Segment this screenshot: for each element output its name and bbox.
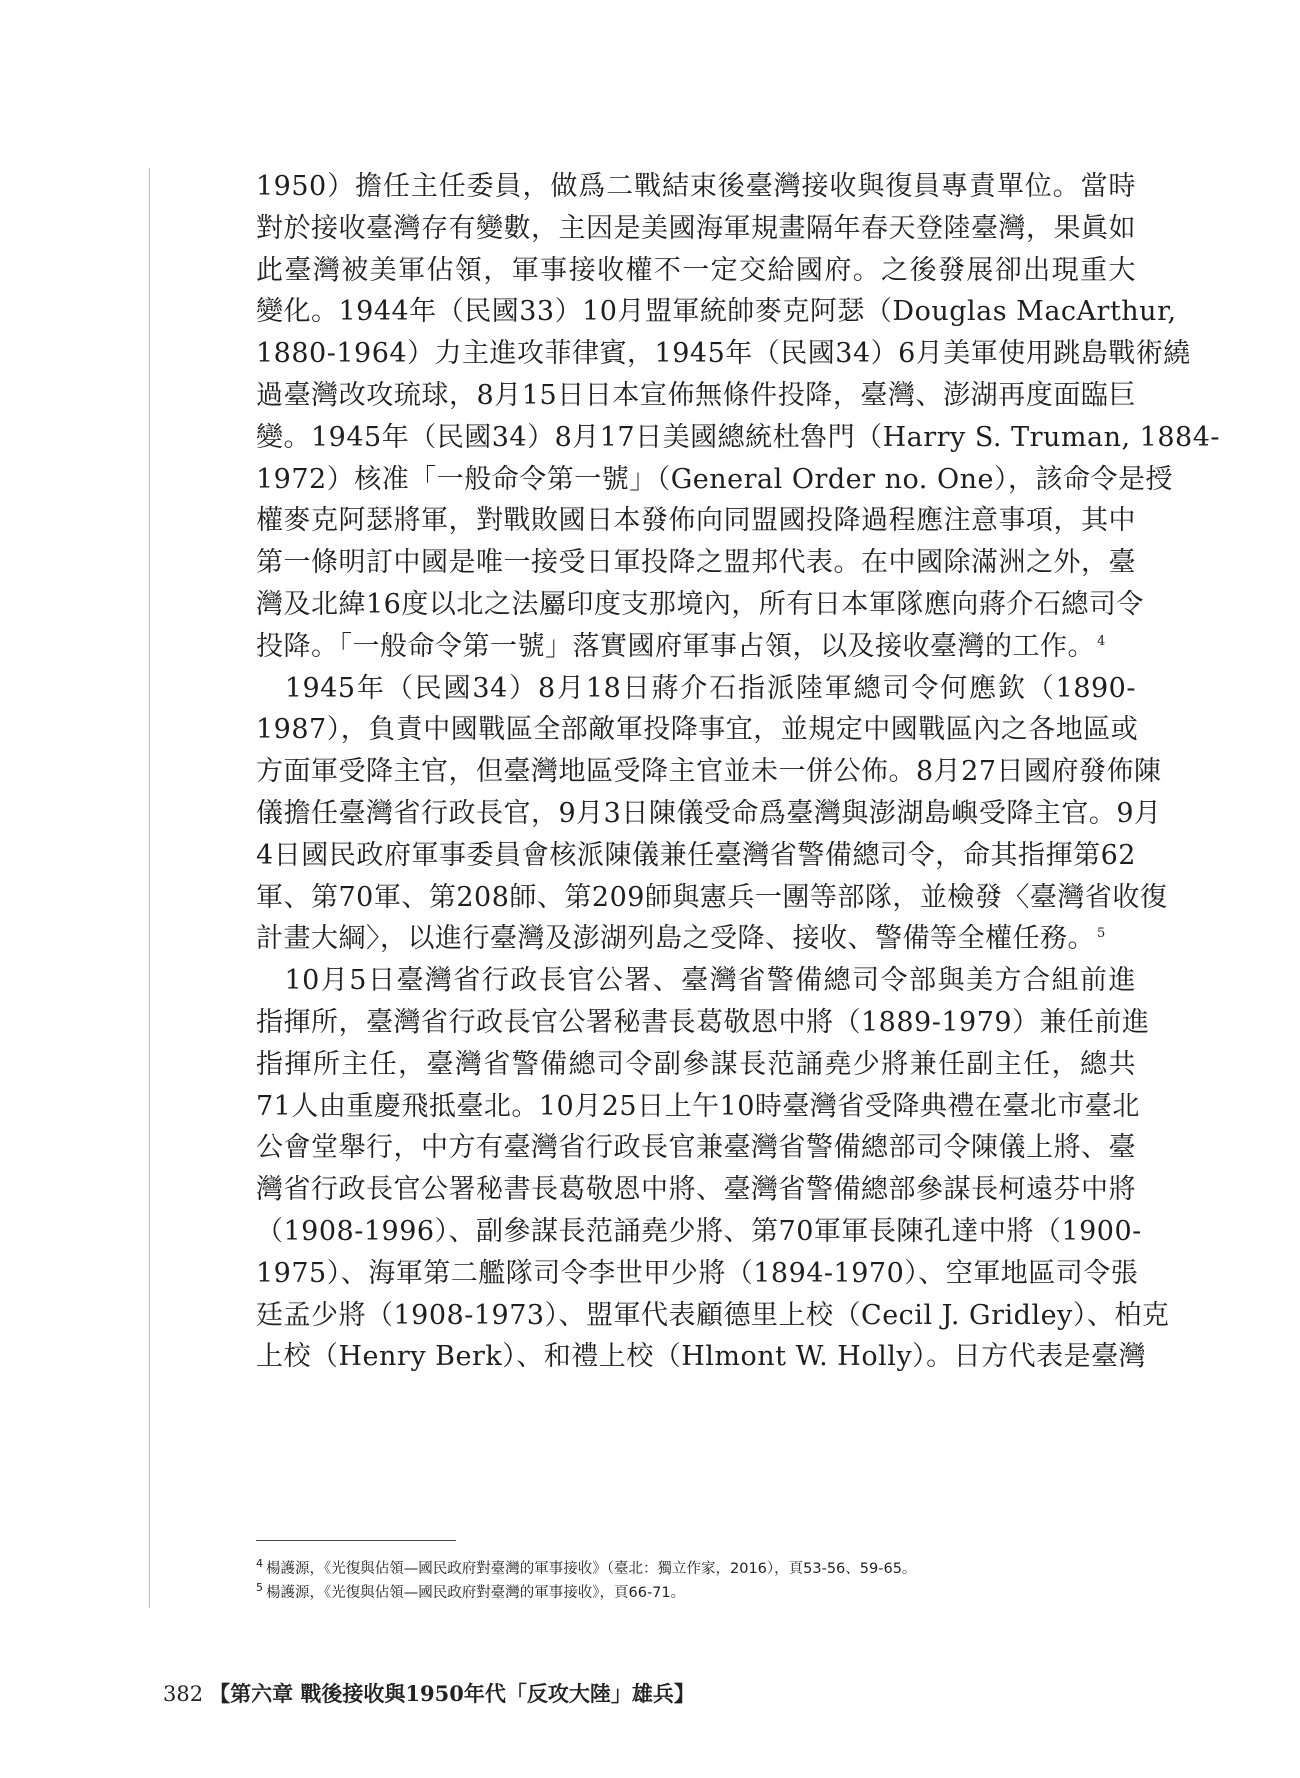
text-line: 上校（Henry Berk）、和禮上校（Hlmont W. Holly）。日方代表是臺灣 [256, 1341, 1147, 1373]
text-line: 廷孟少將（1908-1973）、盟軍代表顧德里上校（Cecil J. Gridley）、柏克 [256, 1299, 1170, 1331]
footnote-ref[interactable]: 4 [1097, 633, 1106, 649]
footnote-divider [256, 1540, 456, 1541]
text-line: 計畫大綱〉，以進行臺灣及澎湖列島之受降、接收、警備等全權任務。 [256, 923, 1095, 955]
text-line: 對於接收臺灣存有變數，主因是美國海軍規畫隔年春天登陸臺灣，果眞如 [256, 212, 1136, 244]
footnote-number: 5 [256, 1581, 263, 1595]
text-line: 變化。1944年（民國33）10月盟軍統帥麥克阿瑟（Douglas MacArthur, [256, 296, 1177, 328]
text-line-end [256, 626, 1136, 668]
chapter-title: 【第六章 戰後接收與1950年代「反攻大陸」雄兵】 [209, 1681, 695, 1706]
footnote [256, 1557, 1136, 1581]
footnote-number: 4 [256, 1557, 263, 1571]
text-line: 1950）擔任主任委員，做爲二戰結束後臺灣接收與復員專責單位。當時 [256, 171, 1136, 202]
text-line: 投降。「一般命令第一號」落實國府軍事占領，以及接收臺灣的工作。 [256, 630, 1095, 662]
text-line: 4日國民政府軍事委員會核派陳儀兼任臺灣省警備總司令，命其指揮第62 [256, 839, 1136, 871]
text-line: 儀擔任臺灣省行政長官，9月3日陳儀受命爲臺灣與澎湖島嶼受降主官。9月 [256, 797, 1162, 829]
text-line: 1880-1964）力主進攻菲律賓，1945年（民國34）6月美軍使用跳島戰術繞 [256, 338, 1191, 370]
text-line: 方面軍受降主官，但臺灣地區受降主官並未一併公佈。8月27日國府發佈陳 [256, 756, 1162, 788]
text-line: 此臺灣被美軍佔領，軍事接收權不一定交給國府。之後發展卻出現重大 [256, 254, 1136, 286]
text-line: 公會堂舉行，中方有臺灣省行政長官兼臺灣省警備總部司令陳儀上將、臺 [256, 1132, 1136, 1164]
text-line: 71人由重慶飛抵臺北。10月25日上午10時臺灣省受降典禮在臺北市臺北 [256, 1090, 1140, 1122]
text-line: （1908-1996）、副參謀長范誦堯少將、第70軍軍長陳孔達中將（1900- [256, 1215, 1142, 1247]
footnote-ref[interactable]: 5 [1097, 926, 1106, 942]
body-text [256, 166, 1220, 1378]
text-line: 權麥克阿瑟將軍，對戰敗國日本發佈向同盟國投降過程應注意事項，其中 [256, 505, 1136, 537]
text-line: 變。1945年（民國34）8月17日美國總統杜魯門（Harry S. Truman, 1884- [256, 421, 1220, 453]
text-line: 過臺灣改攻琉球，8月15日日本宣佈無條件投降，臺灣、澎湖再度面臨巨 [256, 379, 1136, 411]
text-line: 灣省行政長官公署秘書長葛敬恩中將、臺灣省警備總部參謀長柯遠芬中將 [256, 1174, 1136, 1206]
page-number: 382 [163, 1682, 204, 1706]
margin-rule [149, 168, 150, 1608]
footnote [256, 1581, 1136, 1605]
page-footer [163, 1678, 695, 1708]
text-line: 1945年（民國34）8月18日蔣介石指派陸軍總司令何應欽（1890- [256, 672, 1136, 704]
text-line: 灣及北緯16度以北之法屬印度支那境內，所有日本軍隊應向蔣介石總司令 [256, 588, 1144, 620]
footnotes [256, 1557, 1136, 1605]
text-line: 1972）核准「一般命令第一號」（General Order no. One），該命令是授 [256, 463, 1173, 495]
text-line: 指揮所，臺灣省行政長官公署秘書長葛敬恩中將（1889-1979）兼任前進 [256, 1006, 1150, 1038]
text-line: 指揮所主任，臺灣省警備總司令副參謀長范誦堯少將兼任副主任，總共 [256, 1048, 1136, 1080]
footnote-text: 楊護源，《光復與佔領—國民政府對臺灣的軍事接收》（臺北：獨立作家，2016），頁53-56、59-65。 [266, 1561, 917, 1577]
text-line-end [256, 918, 1136, 960]
text-line: 軍、第70軍、第208師、第209師與憲兵一團等部隊，並檢發〈臺灣省收復 [256, 881, 1168, 913]
text-line: 1987），負責中國戰區全部敵軍投降事宜，並規定中國戰區內之各地區或 [256, 714, 1139, 746]
text-line: 第一條明訂中國是唯一接受日軍投降之盟邦代表。在中國除滿洲之外，臺 [256, 547, 1136, 579]
text-line: 1975）、海軍第二艦隊司令李世甲少將（1894-1970）、空軍地區司令張 [256, 1257, 1139, 1289]
footnote-text: 楊護源，《光復與佔領—國民政府對臺灣的軍事接收》，頁66-71。 [266, 1585, 686, 1601]
text-line: 10月5日臺灣省行政長官公署、臺灣省警備總司令部與美方合組前進 [256, 965, 1136, 997]
